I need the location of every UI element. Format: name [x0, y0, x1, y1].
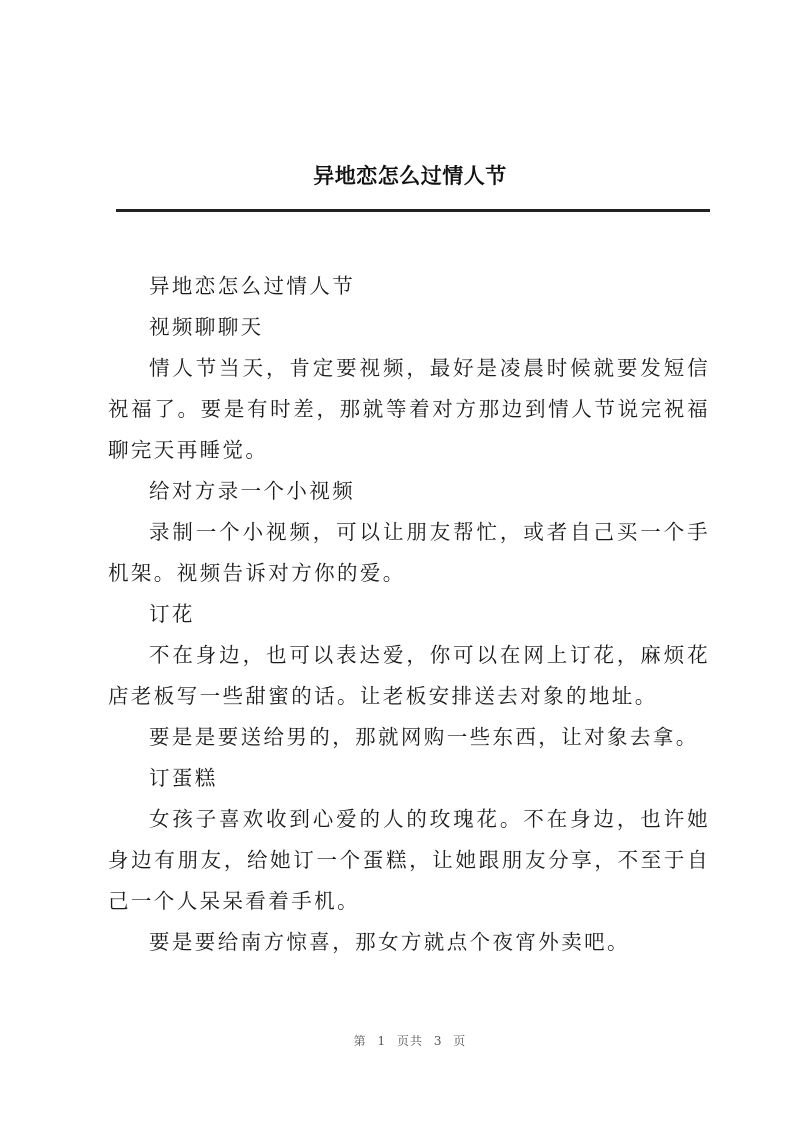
paragraph-gift-for-men: 要是是要送给男的，那就网购一些东西，让对象去拿。 [149, 725, 699, 749]
document-body [108, 266, 710, 963]
footer-page-number: 1 [377, 1034, 387, 1048]
paragraph-record-video: 录制一个小视频，可以让朋友帮忙，或者自己买一个手机架。视频告诉对方你的爱。 [108, 520, 710, 585]
subheading-order-cake: 订蛋糕 [149, 766, 218, 790]
footer-total-pages: 3 [433, 1034, 443, 1048]
document-title: 异地恋怎么过情人节 [313, 164, 507, 188]
subheading-video-chat: 视频聊聊天 [149, 315, 264, 339]
footer-page-prefix: 第 [353, 1034, 367, 1048]
paragraph-order-cake: 女孩子喜欢收到心爱的人的玫瑰花。不在身边，也许她身边有朋友，给她订一个蛋糕，让她跟朋友分享，不至于自己一个人呆呆看着手机。 [108, 807, 710, 913]
title-divider [116, 209, 710, 212]
footer-page-suffix: 页 [453, 1034, 467, 1048]
heading-main: 异地恋怎么过情人节 [149, 274, 356, 298]
paragraph-video-chat: 情人节当天，肯定要视频，最好是凌晨时候就要发短信祝福了。要是有时差，那就等着对方那边到情人节说完祝福聊完天再睡觉。 [108, 356, 710, 462]
paragraph-order-flowers: 不在身边，也可以表达爱，你可以在网上订花，麻烦花店老板写一些甜蜜的话。让老板安排送去对象的地址。 [108, 643, 710, 708]
subheading-order-flowers: 订花 [149, 602, 195, 626]
subheading-record-video: 给对方录一个小视频 [149, 479, 356, 503]
paragraph-late-snack: 要是要给南方惊喜，那女方就点个夜宵外卖吧。 [149, 930, 630, 954]
footer-page-middle: 页共 [396, 1034, 423, 1048]
page-footer [0, 1032, 800, 1049]
